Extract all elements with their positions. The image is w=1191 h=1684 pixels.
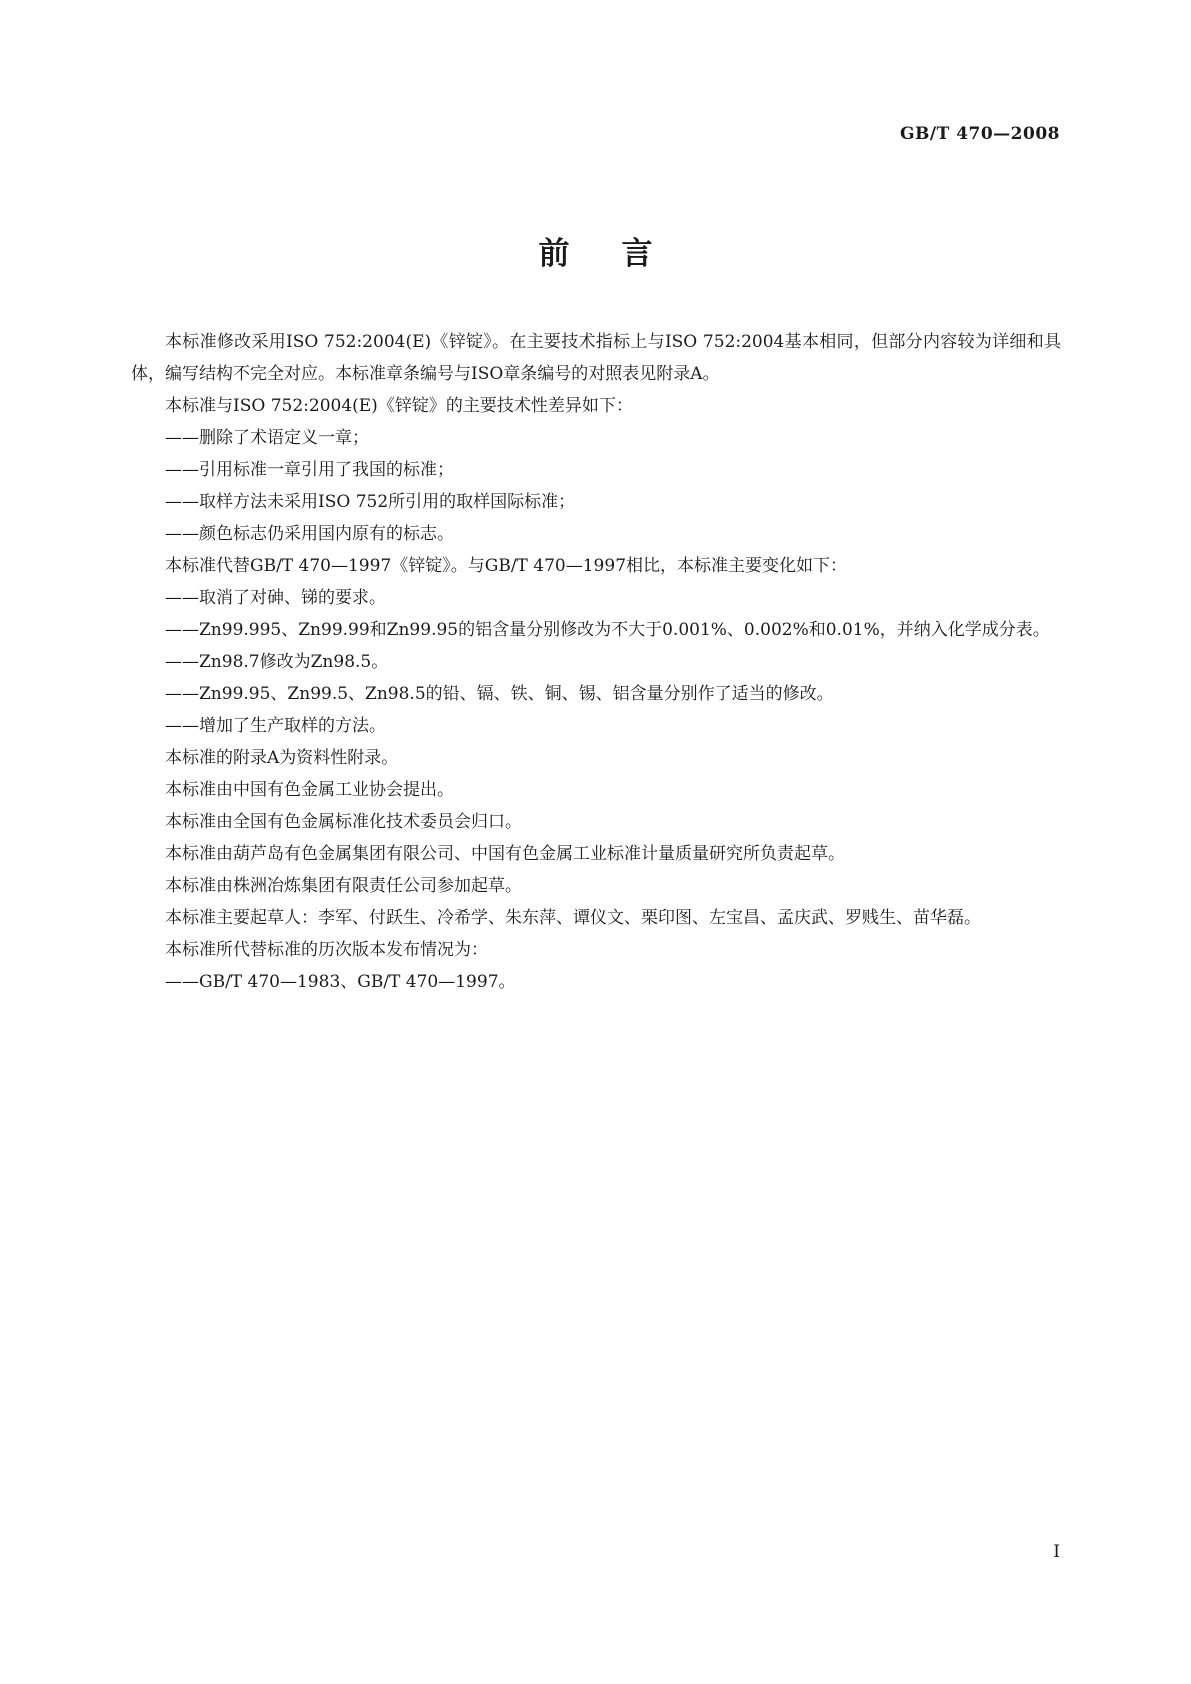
paragraph: 本标准主要起草人：李军、付跃生、冷希学、朱东萍、谭仪文、栗印图、左宝昌、孟庆武、罗贱生、苗华磊。 — [165, 908, 981, 928]
foreword-body — [131, 326, 1061, 998]
paragraph: 本标准由葫芦岛有色金属集团有限公司、中国有色金属工业标准计量质量研究所负责起草。 — [165, 844, 845, 864]
list-item: ——GB/T 470—1983、GB/T 470—1997。 — [165, 972, 516, 992]
list-item: ——Zn98.7修改为Zn98.5。 — [165, 652, 389, 672]
paragraph: 本标准代替GB/T 470—1997《锌锭》。与GB/T 470—1997相比，本标准主要变化如下： — [165, 556, 848, 576]
list-item: ——Zn99.95、Zn99.5、Zn98.5的铅、镉、铁、铜、锡、铝含量分别作了适当的修改。 — [165, 684, 834, 704]
list-item: ——删除了术语定义一章； — [165, 428, 369, 448]
list-item: ——取消了对砷、锑的要求。 — [165, 588, 386, 608]
list-item: ——增加了生产取样的方法。 — [165, 716, 386, 736]
paragraph: 本标准由中国有色金属工业协会提出。 — [165, 780, 454, 800]
paragraph: 本标准由株洲冶炼集团有限责任公司参加起草。 — [165, 876, 522, 896]
list-item: ——引用标准一章引用了我国的标准； — [165, 460, 454, 480]
paragraph: 本标准修改采用ISO 752:2004(E)《锌锭》。在主要技术指标上与ISO 752:2004基本相同，但部分内容较为详细和具体，编写结构不完全对应。本标准章条编号与ISO章条编号的对照表见附录A。 — [131, 332, 1061, 384]
standard-code: GB/T 470—2008 — [900, 124, 1060, 144]
paragraph: 本标准与ISO 752:2004(E)《锌锭》的主要技术性差异如下： — [165, 396, 633, 416]
paragraph: 本标准的附录A为资料性附录。 — [165, 748, 399, 768]
list-item: ——Zn99.995、Zn99.99和Zn99.95的铝含量分别修改为不大于0.001%、0.002%和0.01%，并纳入化学成分表。 — [165, 620, 1050, 640]
paragraph: 本标准所代替标准的历次版本发布情况为： — [165, 940, 488, 960]
list-item: ——取样方法未采用ISO 752所引用的取样国际标准； — [165, 492, 576, 512]
paragraph: 本标准由全国有色金属标准化技术委员会归口。 — [165, 812, 522, 832]
page-number: I — [1053, 1542, 1060, 1562]
list-item: ——颜色标志仍采用国内原有的标志。 — [165, 524, 454, 544]
page-title: 前言 — [538, 236, 705, 272]
